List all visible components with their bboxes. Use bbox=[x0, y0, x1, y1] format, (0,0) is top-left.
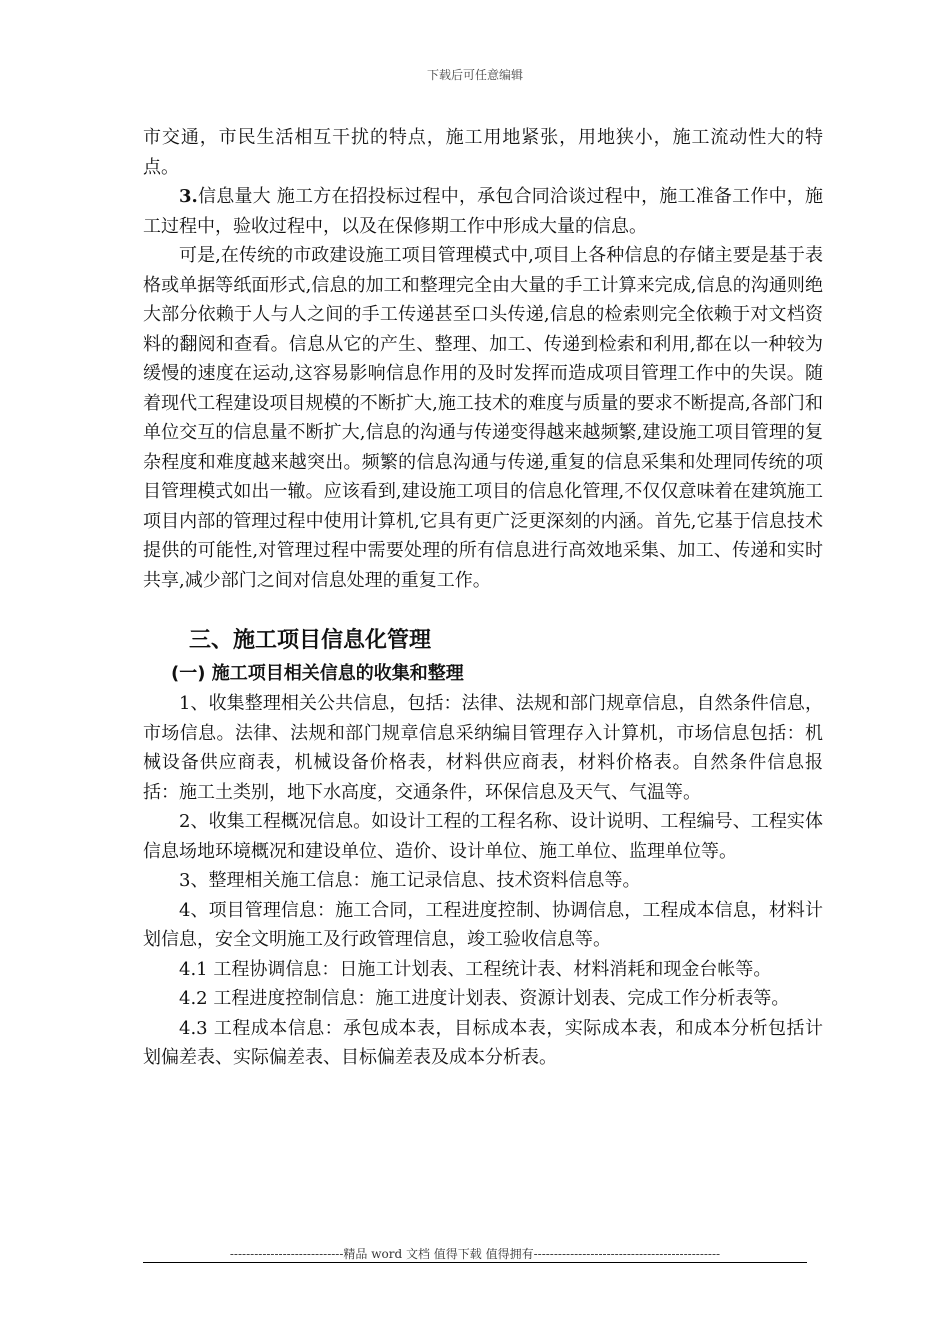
subsection-heading: (一) 施工项目相关信息的收集和整理 bbox=[171, 663, 464, 684]
page-footer: ----------------------------精品 word 文档 值得下载 值得拥有---------------------------------------------- bbox=[229, 1247, 721, 1261]
list-item: 4.1 工程协调信息：日施工计划表、工程统计表、材料消耗和现金台帐等。 bbox=[179, 958, 772, 980]
list-item: 3、整理相关施工信息：施工记录信息、技术资料信息等。 bbox=[179, 870, 641, 891]
list-item: 4.2 工程进度控制信息：施工进度计划表、资源计划表、完成工作分析表等。 bbox=[179, 988, 790, 1009]
paragraph-traditional-mode: 可是,在传统的市政建设施工项目管理模式中,项目上各种信息的存储主要是基于表格或单据等纸面形式,信息的加工和整理完全由大量的手工计算来完成,信息的沟通则绝大部分依赖于人与人之间的手工传递甚至口头传递,信息的检索则完全依赖于对文档资料的翻阅和查看。信息从它的产生、整理、加工、传递到检索和利用,都在以一种较为缓慢的速度在运动,这容易影响信息作用的及时发挥而造成项目管理工作中的失误。随着现代工程建设项目规模的不断扩大,施工技术的难度与质量的要求不断提高,各部门和单位交互的信息量不断扩大,信息的沟通与传递变得越来越频繁,建设施工项目管理的复杂程度和难度越来越突出。频繁的信息沟通与传递,重复的信息采集和处理同传统的项目管理模式如出一辙。应该看到,建设施工项目的信息化管理,不仅仅意味着在建筑施工项目内部的管理过程中使用计算机,它具有更广泛更深刻的内涵。首先,它基于信息技术提供的可能性,对管理过程中需要处理的所有信息进行高效地采集、加工、传递和实时共享,减少部门之间对信息处理的重复工作。 bbox=[143, 245, 823, 591]
paragraph-continuation: 市交通，市民生活相互干扰的特点，施工用地紧张，用地狭小，施工流动性大的特点。 bbox=[143, 127, 823, 178]
paragraph-text: 信息量大 施工方在招投标过程中，承包合同洽谈过程中，施工准备工作中，施工过程中，验收过程中，以及在保修期工作中形成大量的信息。 bbox=[143, 186, 823, 237]
page-header: 下载后可任意编辑 bbox=[426, 68, 523, 82]
footer-divider bbox=[143, 1262, 807, 1263]
list-item: 2、收集工程概况信息。如设计工程的工程名称、设计说明、工程编号、工程实体信息场地环境概况和建设单位、造价、设计单位、施工单位、监理单位等。 bbox=[143, 811, 823, 862]
paragraph-info-volume bbox=[143, 182, 823, 241]
section-heading: 三、施工项目信息化管理 bbox=[189, 628, 432, 653]
item-number: 3. bbox=[179, 186, 198, 207]
list-item: 4.3 工程成本信息：承包成本表，目标成本表，实际成本表，和成本分析包括计划偏差表、实际偏差表、目标偏差表及成本分析表。 bbox=[143, 1017, 823, 1068]
document-body bbox=[143, 123, 823, 1073]
list-item: 1、收集整理相关公共信息，包括：法律、法规和部门规章信息，自然条件信息，市场信息。法律、法规和部门规章信息采纳编目管理存入计算机，市场信息包括：机械设备供应商表，机械设备价格表，材料供应商表，材料价格表。自然条件信息报括：施工土类别，地下水高度，交通条件，环保信息及天气、气温等。 bbox=[143, 693, 823, 803]
list-item: 4、项目管理信息：施工合同，工程进度控制、协调信息，工程成本信息，材料计划信息，安全文明施工及行政管理信息，竣工验收信息等。 bbox=[143, 899, 823, 950]
